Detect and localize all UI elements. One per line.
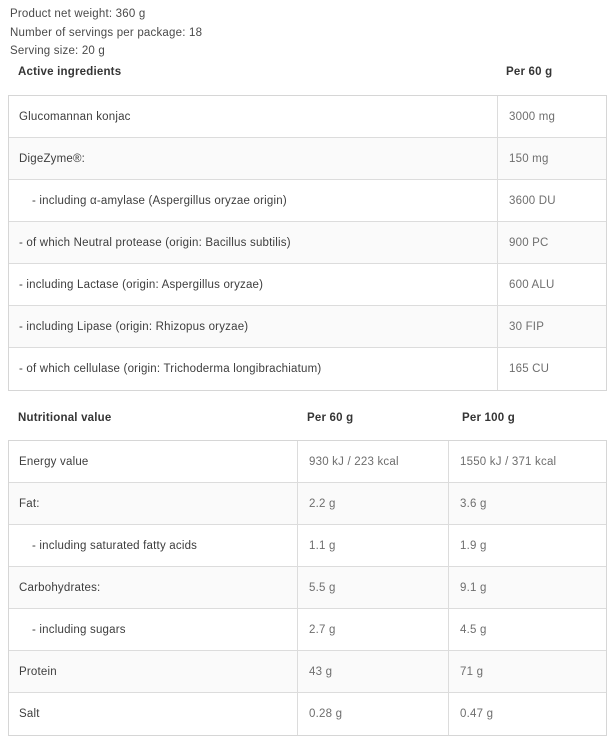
product-net-weight: Product net weight: 360 g	[10, 8, 146, 20]
nutrient-name: Fat:	[9, 483, 298, 524]
ingredient-amount: 30 FIP	[509, 320, 545, 333]
nutrient-per-60g: 1.1 g	[298, 525, 449, 566]
nutrient-per-60g: 0.28 g	[298, 693, 449, 735]
ingredient-name: - including Lactase (origin: Aspergillus oryzae)	[9, 264, 498, 305]
nutrient-per-100g: 4.5 g	[460, 623, 487, 636]
servings-per-package: Number of servings per package: 18	[10, 26, 203, 39]
ingredient-name: - including Lipase (origin: Rhizopus oryzae)	[9, 306, 498, 347]
nutrient-name: Salt	[9, 693, 298, 735]
nutrient-per-100g: 71 g	[460, 665, 484, 678]
nutrient-per-100g: 3.6 g	[460, 497, 487, 510]
nutrient-per-60g: 5.5 g	[298, 567, 449, 608]
active-ingredients-table	[8, 95, 607, 391]
ingredient-amount: 150 mg	[509, 152, 549, 165]
table-row	[9, 180, 606, 222]
nutrient-per-60g: 43 g	[298, 651, 449, 692]
ingredient-amount: 3000 mg	[509, 110, 556, 123]
ingredient-amount: 165 CU	[509, 363, 550, 375]
ingredient-name: - including α-amylase (Aspergillus oryzae origin)	[9, 180, 498, 221]
ingredient-amount: 900 PC	[509, 236, 549, 249]
table-row	[9, 525, 606, 567]
nutrient-name: - including saturated fatty acids	[9, 525, 298, 566]
table-row	[9, 96, 606, 138]
nutrient-per-100g: 1550 kJ / 371 kcal	[460, 455, 557, 468]
nutrient-per-60g: 2.7 g	[298, 609, 449, 650]
ingredient-amount: 600 ALU	[509, 278, 555, 291]
table-row	[9, 264, 606, 306]
table-row	[9, 441, 606, 483]
table-row	[9, 483, 606, 525]
ingredient-name: - of which Neutral protease (origin: Bacillus subtilis)	[9, 222, 498, 263]
active-ingredients-title: Active ingredients	[18, 66, 122, 78]
table-row	[9, 222, 606, 264]
nutrient-name: Protein	[9, 651, 298, 692]
ingredient-name: Glucomannan konjac	[9, 96, 498, 137]
table-row	[9, 567, 606, 609]
serving-size: Serving size: 20 g	[10, 45, 106, 57]
table-row	[9, 651, 606, 693]
nutrient-per-60g: 2.2 g	[298, 483, 449, 524]
table-row	[9, 609, 606, 651]
table-row	[9, 348, 606, 390]
ingredient-name: DigeZyme®:	[9, 138, 498, 179]
nutrient-name: - including sugars	[9, 609, 298, 650]
product-info	[10, 5, 202, 61]
nutrient-per-100g: 9.1 g	[460, 581, 487, 594]
nutrient-per-100g: 1.9 g	[460, 539, 487, 552]
nutrient-per-100g: 0.47 g	[460, 708, 494, 720]
per-60g-column-header: Per 60 g	[307, 412, 354, 424]
nutritional-value-table	[8, 440, 607, 736]
ingredient-name: - of which cellulase (origin: Trichoderma longibrachiatum)	[9, 348, 498, 390]
table-row	[9, 138, 606, 180]
ingredient-amount: 3600 DU	[509, 194, 556, 207]
nutrient-per-60g: 930 kJ / 223 kcal	[298, 441, 449, 482]
nutritional-value-title: Nutritional value	[18, 412, 112, 424]
nutrient-name: Energy value	[9, 441, 298, 482]
table-row	[9, 306, 606, 348]
per-60g-column-header: Per 60 g	[506, 66, 553, 78]
nutritional-value-header	[0, 412, 615, 428]
active-ingredients-header	[0, 66, 615, 82]
table-row	[9, 693, 606, 735]
nutrient-name: Carbohydrates:	[9, 567, 298, 608]
per-100g-column-header: Per 100 g	[462, 412, 515, 424]
